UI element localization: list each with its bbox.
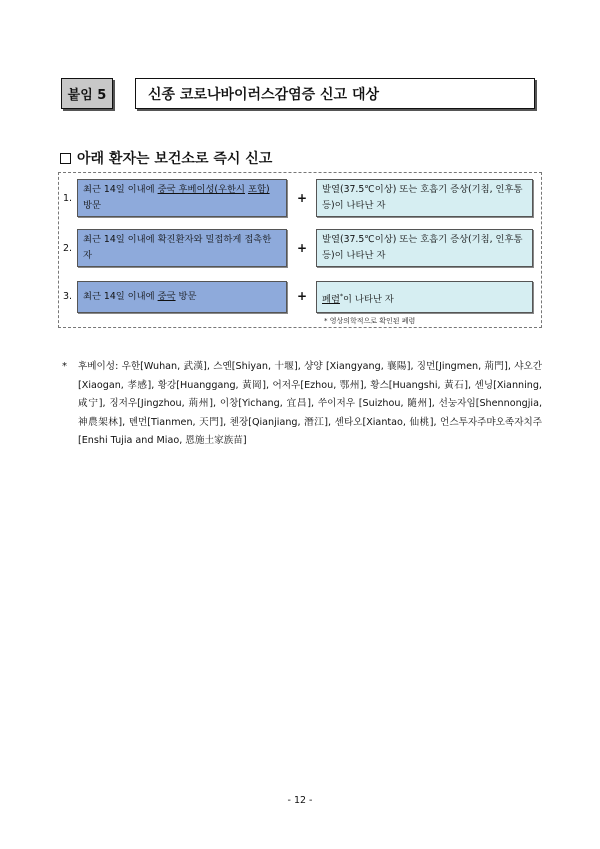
criteria-condition-right: 발열(37.5℃이상) 또는 호흡기 증상(기침, 인후통 등)이 나타난 자: [316, 179, 533, 217]
section-heading: [60, 148, 272, 168]
page-title-box: [135, 78, 535, 109]
page-title: 신종 코로나바이러스감염증 신고 대상: [148, 86, 380, 103]
criteria-number: 2.: [63, 243, 73, 254]
attachment-tag-label: 붙임 5: [67, 88, 107, 103]
plus-sign: +: [297, 241, 308, 255]
underlined-text: 중국: [157, 291, 176, 302]
note-marker: *: [62, 361, 67, 372]
criteria-condition-right: 폐렴*이 나타난 자: [316, 281, 533, 313]
underlined-text: 중국 후베이성(우한시: [157, 184, 246, 195]
criteria-condition-left: 최근 14일 이내에 확진환자와 밀접하게 접촉한 자: [77, 229, 287, 267]
checkbox-icon: [60, 153, 71, 164]
underlined-text: 포함): [247, 184, 270, 195]
criteria-number: 1.: [63, 193, 73, 204]
criteria-number: 3.: [63, 291, 73, 302]
criteria-condition-left: 최근 14일 이내에 중국 후베이성(우한시 포함) 방문: [77, 179, 287, 217]
criteria-condition-left: 최근 14일 이내에 중국 방문: [77, 281, 287, 313]
plus-sign: +: [297, 191, 308, 205]
page-number: - 12 -: [287, 795, 313, 806]
attachment-tag: [61, 78, 113, 109]
criteria-footnote: * 영상의학적으로 확인된 폐렴: [324, 317, 416, 325]
note-text: 후베이성: 우한[Wuhan, 武漢], 스옌[Shiyan, 十堰], 샹양 [Xiangyang, 襄陽], 징먼[Jingmen, 荊門], 샤오간[Xiaogan, 孝感], 황강[Huanggang, 黃岡], 어저우[Ezhou, 鄂州], 황스[Huangshi, 黃石], 셴닝[Xianning, 咸宁], 징저우[Jingzhou, 荊州], 이창[Yichang, 宜昌], 쑤이저우 [Suizhou, 隨州], 선눙자임[Shennongjia, 神農架林], 톈먼[Tianmen, 天門], 첸장[Qianjiang, 潛江], 셴타오[Xiantao, 仙桃], 언스투자주먀오족자치주[Enshi Tujia and Miao, 恩施土家族苗]: [78, 361, 542, 446]
plus-sign: +: [297, 289, 308, 303]
section-heading-text: 아래 환자는 보건소로 즉시 신고: [77, 151, 273, 167]
hubei-cities-note: [62, 358, 542, 451]
criteria-condition-right: 발열(37.5℃이상) 또는 호흡기 증상(기침, 인후통 등)이 나타난 자: [316, 229, 533, 267]
underlined-text: 폐렴: [322, 294, 340, 306]
criteria-container: [58, 172, 542, 328]
